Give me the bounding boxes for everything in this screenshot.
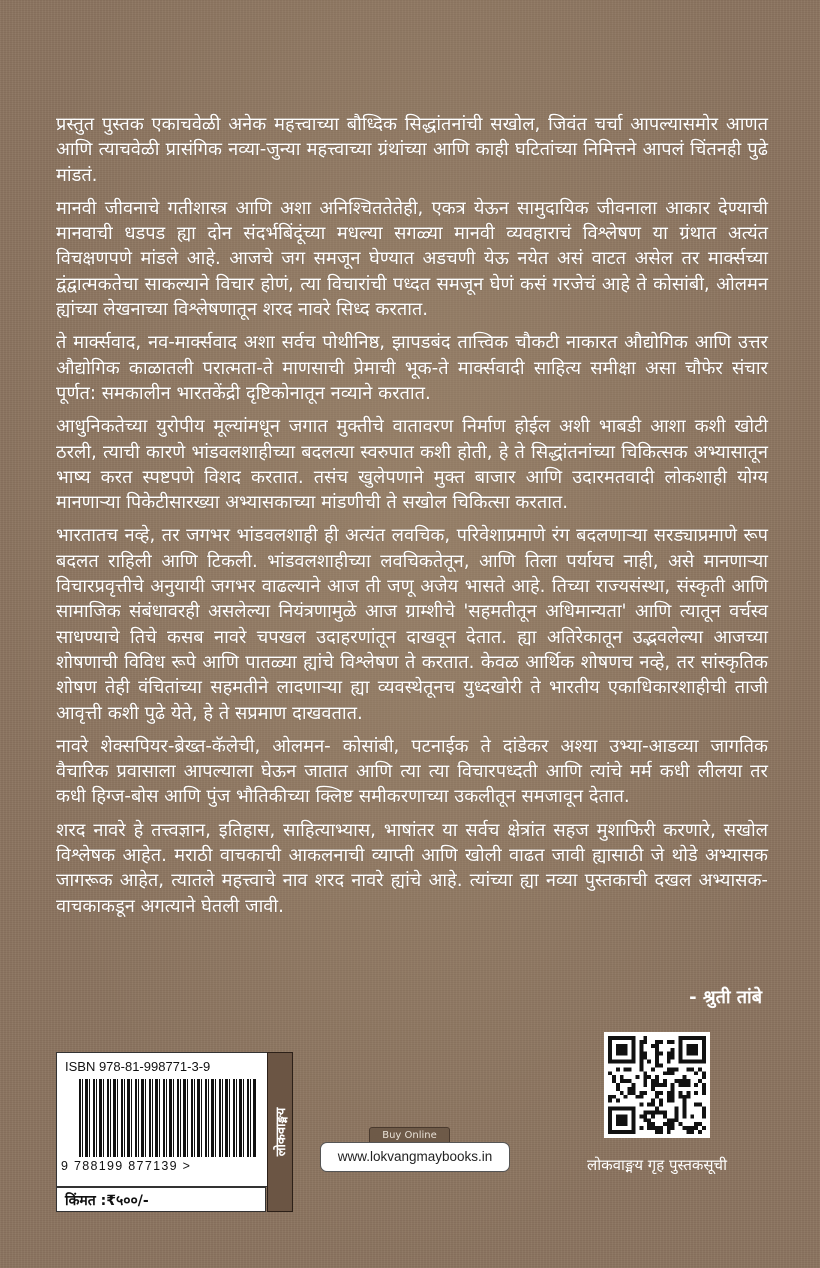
blurb-paragraph-7: शरद नावरे हे तत्त्वज्ञान, इतिहास, साहित्याभ्यास, भाषांतर या सर्वच क्षेत्रांत सहज मुशाफिरी करणारे, सखोल विश्लेषक आहेत. मराठी वाचकाची आकलनाची व्याप्ती आणि खोली वाढत जावी ह्यासाठी जे थोडे अभ्यासक जागरूक आहेत, त्यातले महत्त्वाचे नाव शरद नावरे ह्यांचे आहे. त्यांच्या ह्या नव्या पुस्तकाची दखल अभ्यासक-वाचकाकडून अगत्याने घेतली जावी.	[56, 819, 768, 917]
blurb-paragraph-1: प्रस्तुत पुस्तक एकाचवेळी अनेक महत्त्वाच्या बौध्दिक सिद्धांतनांची सखोल, जिवंत चर्चा आपल्यासमोर आणत आणि त्याचवेळी प्रासंगिक नव्या-जुन्या महत्त्वाच्या ग्रंथांच्या आणि काही घटितांच्या निमित्तने आपलं चिंतनही पुढे मांडतं.	[56, 114, 768, 186]
barcode-image	[79, 1079, 257, 1157]
blurb-paragraph-2: मानवी जीवनाचे गतीशास्त्र आणि अशा अनिश्चिततेतेही, एकत्र येऊन सामुदायिक जीवनाला आकार देण्याची मानवाची धडपड ह्या दोन संदर्भबिंदूंच्या मधल्या सगळ्या मानवी व्यवहाराचं विश्लेषण या ग्रंथात अत्यंत विचक्षणपणे मांडले आहे. आजचे जग समजून घेण्यात अडचणी येऊ नयेत असं वाटत असेल तर मार्क्सच्या द्वंद्वात्मकतेचा साकल्याने विचार होणं, त्या विचारांची पध्दत समजून घेणं कसं गरजेचं आहे ते कोसांबी, ओलमन ह्यांच्या लेखनाच्या विश्लेषणातून शरद नावरे सिध्द करतात.	[56, 197, 768, 321]
qr-caption: लोकवाङ्मय गृह पुस्तकसूची	[587, 1156, 727, 1174]
qr-code[interactable]	[604, 1032, 710, 1138]
publisher-name: लोकवाङ्मय	[274, 1107, 289, 1157]
blurb-paragraph-5: भारतातच नव्हे, तर जगभर भांडवलशाही ही अत्यंत लवचिक, परिवेशाप्रमाणे रंग बदलणाऱ्या सरड्याप्रमाणे रूप बदलत राहिली आणि टिकली. भांडवलशाहीच्या लवचिकतेतून, आणि तिला पर्यायच नाही, असे मानणाऱ्या विचारप्रवृत्तीचे अनुयायी जगभर वाढल्याने आज ती जणू अजेय भासते आहे. तिच्या राज्यसंस्था, संस्कृती आणि सामाजिक संबंधावरही असलेल्या नियंत्रणामुळे आज ग्राम्शीचे 'सहमतीतून अधिमान्यता' आणि त्यातून वर्चस्व साधण्याचे तिचे कसब नावरे चपखल उदाहरणांतून दाखवून देतात. ह्या अतिरेकातून उद्भवलेल्या आजच्या शोषणाची विविध रूपे आणि पातळ्या ह्यांचे विश्लेषण ते करतात. केवळ आर्थिक शोषणच नव्हे, तर सांस्कृतिक शोषण तेही वंचितांच्या सहमतीने लादणाऱ्या ह्या व्यवस्थेतूनच युध्दखोरी ते भारतीय एकाधिकारशाहीची ताजी आवृत्ती कशी पुढे येते, हे ते सप्रमाण दाखवतात.	[56, 525, 768, 724]
price-label: किंमत :₹५००/-	[56, 1187, 266, 1212]
qr-code-icon	[608, 1036, 706, 1134]
isbn-barcode-box	[56, 1052, 268, 1187]
back-cover-blurb	[56, 112, 768, 927]
blurb-paragraph-3: ते मार्क्सवाद, नव-मार्क्सवाद अशा सर्वच पोथीनिष्ठ, झापडबंद तात्त्विक चौकटी नाकारत औद्योगिक आणि उत्तर औद्योगिक काळातली परात्मता-ते माणसाची प्रेमाची भूक-ते मार्क्सवादी साहित्य समीक्षा असा चौफेर संचार पूर्णत: समकालीन भारतकेंद्री दृष्टिकोनातून नव्याने करतात.	[56, 332, 768, 404]
barcode-digits: 9 788199 877139 >	[61, 1159, 192, 1173]
buy-online-tab: Buy Online	[369, 1127, 450, 1143]
website-url[interactable]: www.lokvangmaybooks.in	[320, 1142, 510, 1172]
isbn-label: ISBN 978-81-998771-3-9	[65, 1059, 211, 1074]
blurb-paragraph-4: आधुनिकतेच्या युरोपीय मूल्यांमधून जगात मुक्तीचे वातावरण निर्माण होईल अशी भाबडी आशा कशी खोटी ठरली, त्याची कारणे भांडवलशाहीच्या बदलत्या स्वरुपात कशी होती, हे ते सिद्धांतनांच्या चिकित्सक अभ्यासातून भाष्य करत स्पष्टपणे विशद करतात. तसंच खुलेपणाने मुक्त बाजार आणि उदारमतवादी लोकशाही योग्य मानणाऱ्या पिकेटीसारख्या अभ्यासकाच्या मांडणीची ते सखोल चिकित्सा करतात.	[56, 416, 768, 514]
publisher-logo-strip	[267, 1052, 293, 1212]
author-signature: - श्रुती तांबे	[689, 987, 762, 1008]
blurb-paragraph-6: नावरे शेक्सपियर-ब्रेख्त-कॅलेची, ओलमन- कोसांबी, पटनाईक ते दांडेकर अश्या उभ्या-आडव्या जागतिक वैचारिक प्रवासाला आपल्याला घेऊन जातात आणि त्या त्या विचारपध्दती आणि त्यांचे मर्म कधी लीलया तर कधी हिग्ज-बोस आणि पुंज भौतिकीच्या क्लिष्ट समीकरणाच्या उकलीतून समजावून देतात.	[56, 735, 768, 808]
